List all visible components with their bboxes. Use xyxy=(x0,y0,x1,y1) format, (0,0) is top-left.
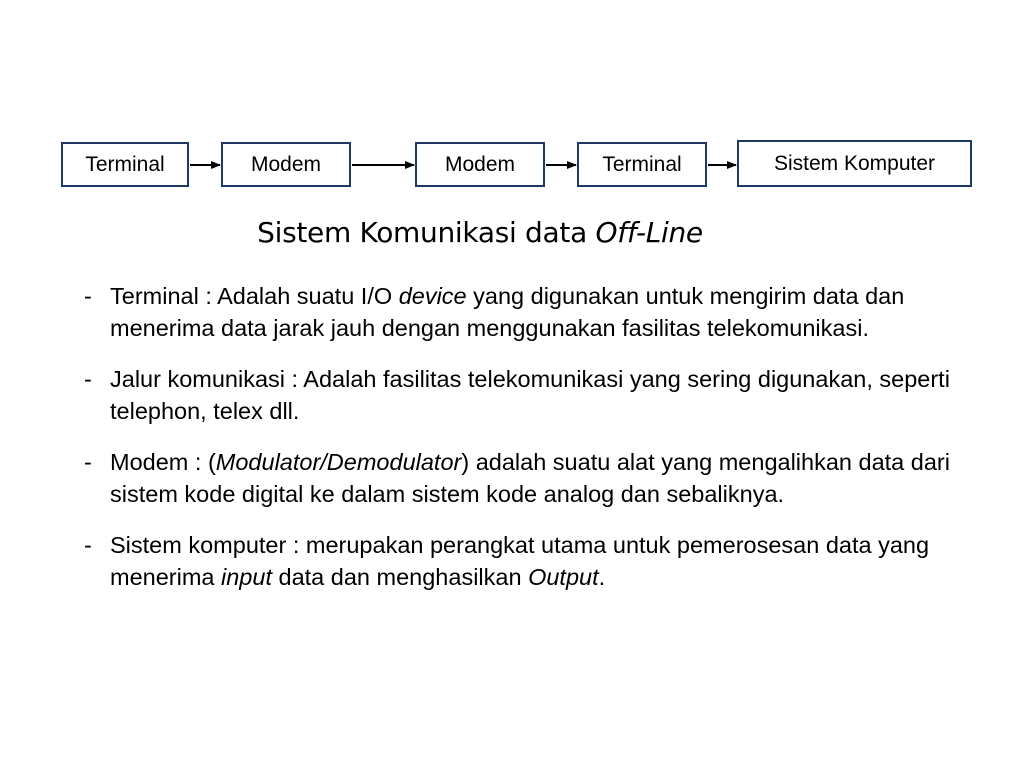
definition-modem-italic: Modulator/Demodulator xyxy=(215,449,462,475)
definition-terminal xyxy=(84,280,964,344)
definition-list xyxy=(84,280,964,612)
bullet-dash: - xyxy=(84,449,92,475)
definition-sistem-komputer xyxy=(84,529,964,593)
definition-modem-text-2: ) adalah suatu alat yang mengalihkan data dari sistem kode digital ke dalam sistem kode analog dan sebaliknya. xyxy=(110,449,950,507)
terminal-box-1-label: Terminal xyxy=(85,152,165,176)
definition-terminal-text-1: Terminal : Adalah suatu I/O xyxy=(110,283,399,309)
definition-sistem-italic-output: Output xyxy=(528,564,599,590)
modem-box-1-label: Modem xyxy=(250,152,322,176)
definition-modem xyxy=(84,446,964,510)
bullet-dash: - xyxy=(84,366,92,392)
modem-box-1 xyxy=(221,142,351,187)
definition-sistem-text-2: data dan menghasilkan xyxy=(271,564,529,590)
modem-box-2 xyxy=(415,142,545,187)
definition-jalur-text: Jalur komunikasi : Adalah fasilitas telekomunikasi yang sering digunakan, seperti telephon, telex dll. xyxy=(110,366,950,424)
terminal-box-2 xyxy=(577,142,707,187)
bullet-dash: - xyxy=(84,532,92,558)
diagram-title-italic: Off-Line xyxy=(595,216,703,249)
definition-terminal-italic: device xyxy=(398,283,467,309)
modem-box-2-label: Modem xyxy=(444,152,516,176)
definition-terminal-text-2: yang digunakan untuk mengirim data dan menerima data jarak jauh dengan menggunakan fasilitas telekomunikasi. xyxy=(110,283,905,341)
bullet-dash: - xyxy=(84,283,92,309)
definition-sistem-text-1: Sistem komputer : merupakan perangkat utama untuk pemerosesan data yang menerima xyxy=(110,532,930,590)
definition-modem-text-1: Modem : ( xyxy=(110,449,216,475)
terminal-box-1 xyxy=(61,142,189,187)
sistem-komputer-box xyxy=(737,140,972,187)
definition-jalur-komunikasi xyxy=(84,363,964,427)
sistem-komputer-box-label: Sistem Komputer xyxy=(773,152,936,175)
definition-sistem-italic-input: input xyxy=(221,564,272,590)
definition-sistem-text-3: . xyxy=(598,564,606,590)
diagram-title-prefix: Sistem Komunikasi data xyxy=(257,216,596,249)
diagram-title xyxy=(0,216,960,249)
terminal-box-2-label: Terminal xyxy=(602,152,682,176)
